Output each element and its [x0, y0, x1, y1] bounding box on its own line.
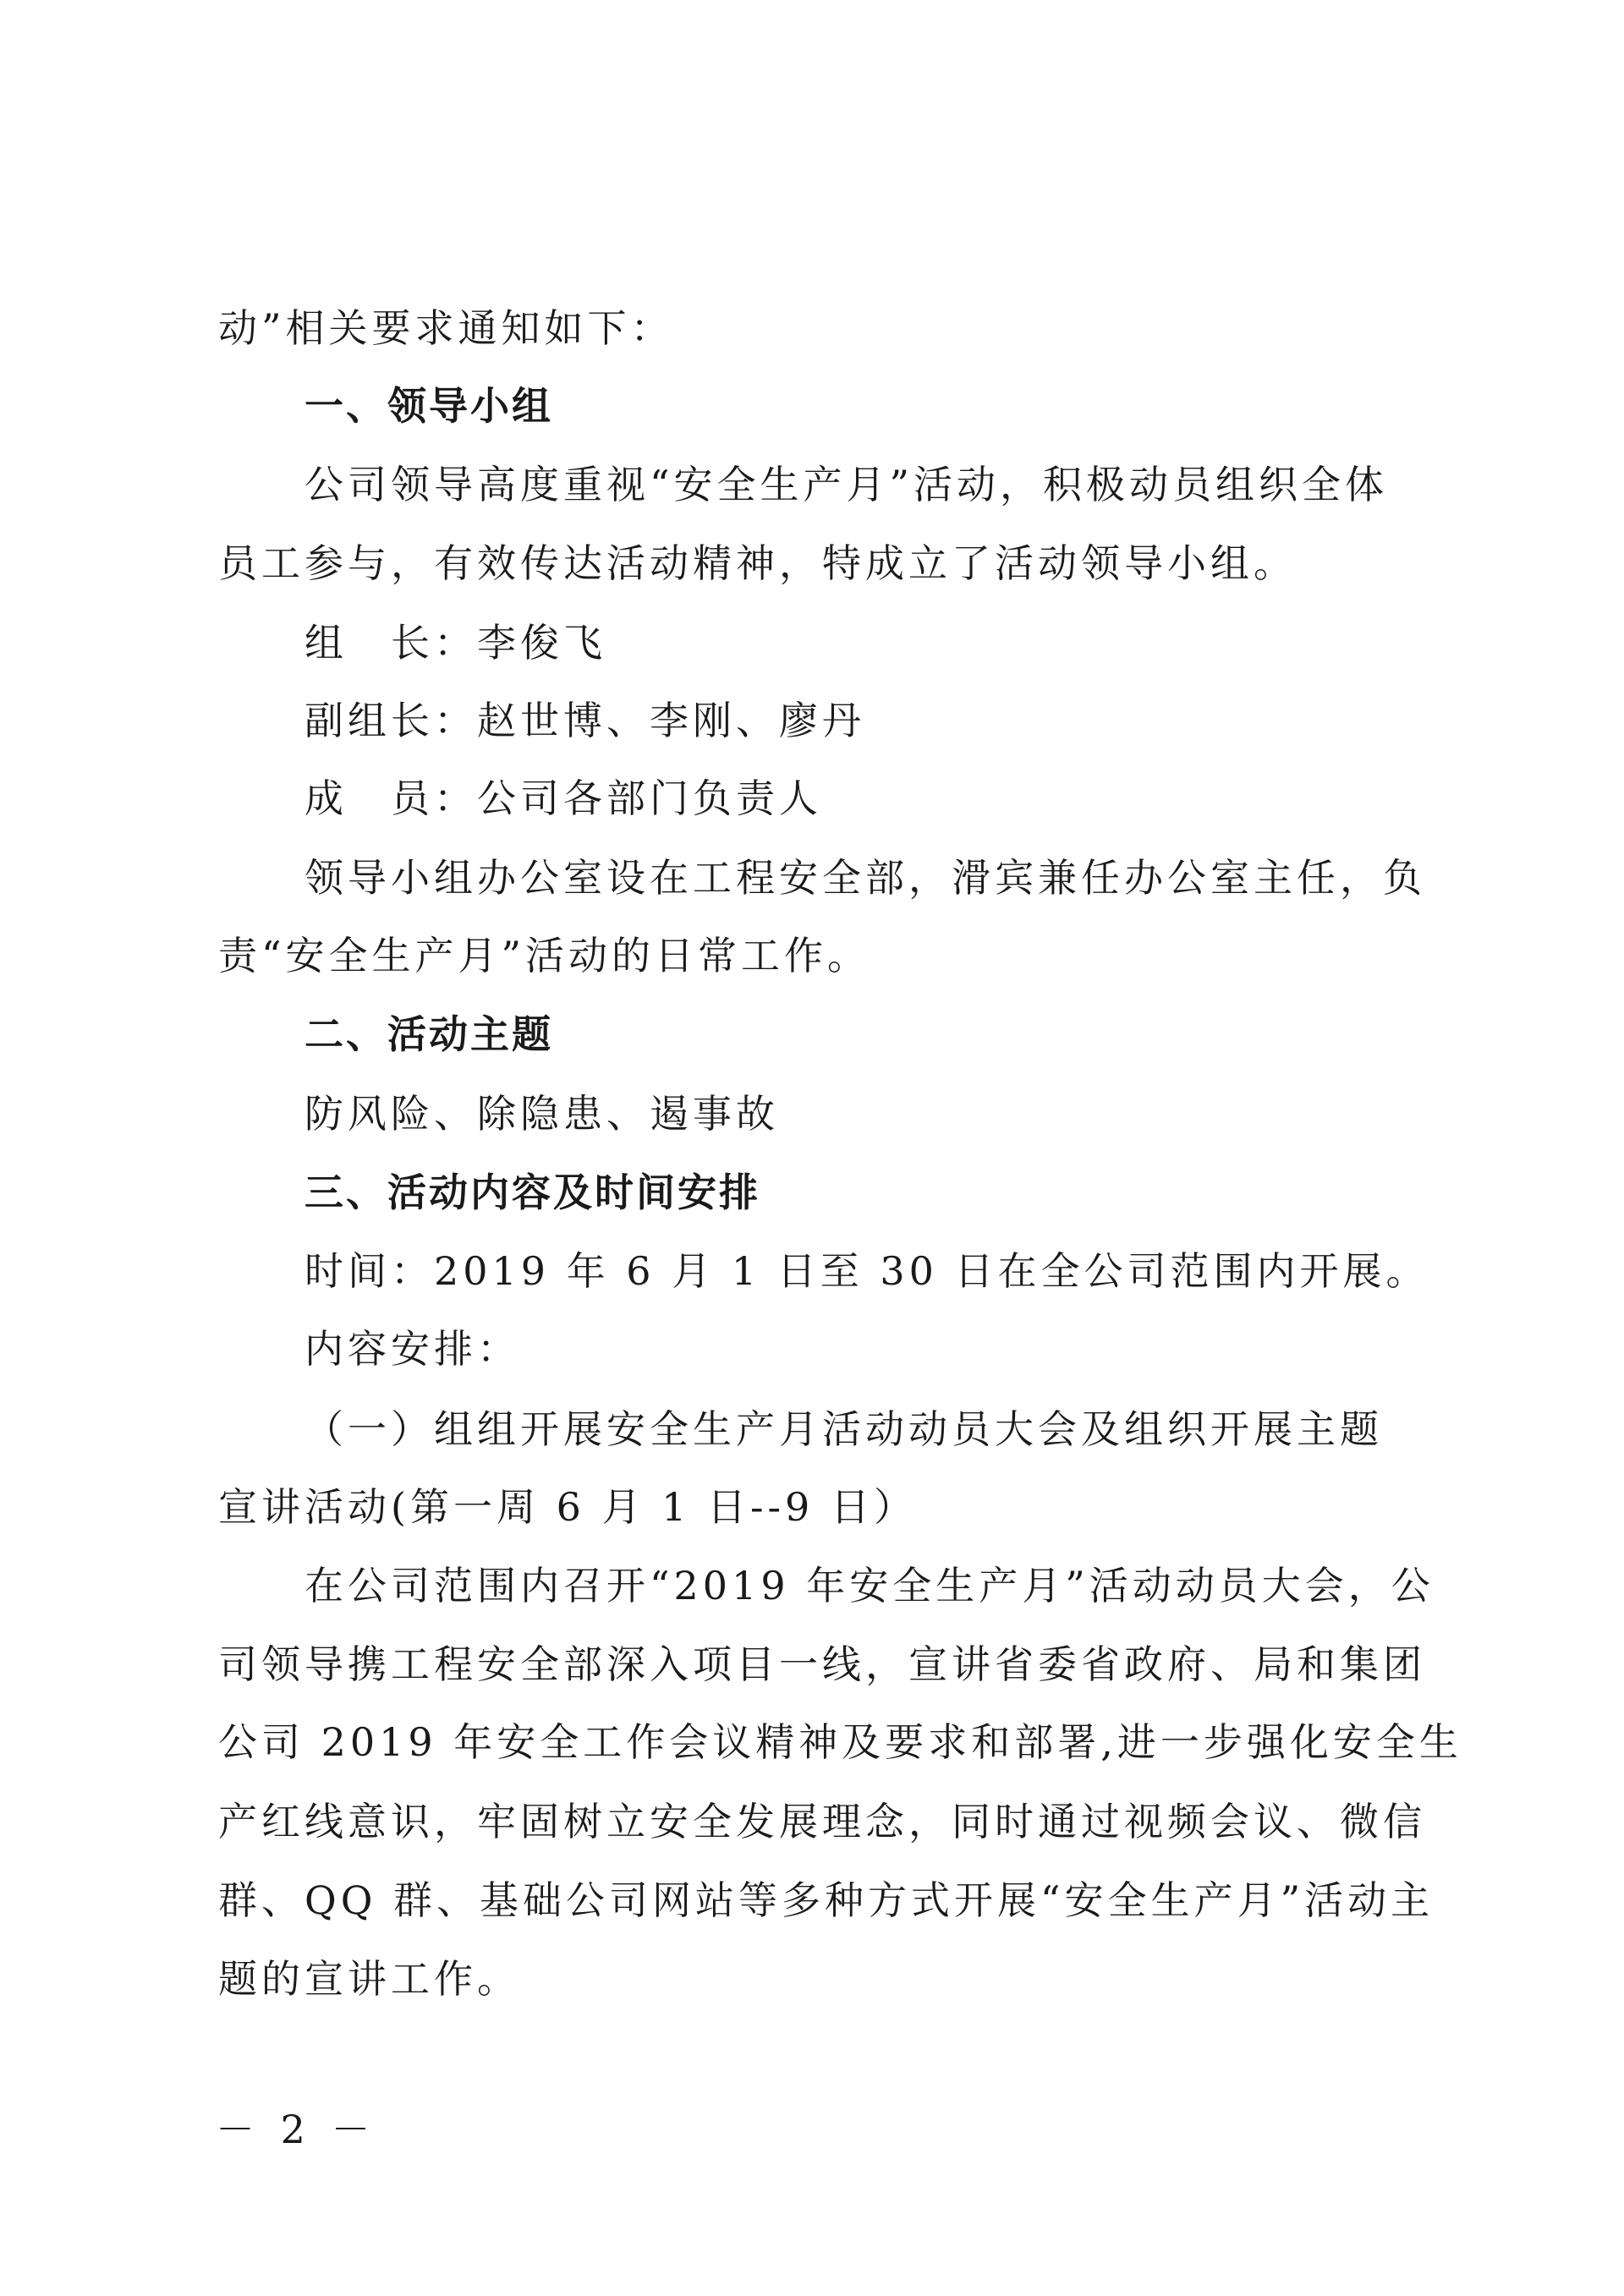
text-line: 领导小组办公室设在工程安全部，滑宾兼任办公室主任，负	[304, 855, 1426, 901]
text-line: 责“安全生产月”活动的日常工作。	[218, 933, 871, 978]
text-line: 在公司范围内召开“2019 年安全生产月”活动动员大会，公	[304, 1563, 1435, 1608]
text-line: 内容安排：	[304, 1326, 520, 1372]
text-line: 成 员：公司各部门负责人	[304, 775, 822, 821]
section-heading-content-schedule: 三、活动内容及时间安排	[304, 1170, 760, 1215]
text-line: 公司 2019 年安全工作会议精神及要求和部署,进一步强化安全生	[218, 1719, 1462, 1765]
text-line: 产红线意识，牢固树立安全发展理念，同时通过视频会议、微信	[218, 1799, 1426, 1844]
text-line: 司领导携工程安全部深入项目一线，宣讲省委省政府、局和集团	[218, 1641, 1426, 1687]
text-line: （一）组组开展安全生产月活动动员大会及组织开展主题	[304, 1406, 1383, 1452]
text-line: 时间：2019 年 6 月 1 日至 30 日在全公司范围内开展。	[304, 1248, 1429, 1294]
text-line: 防风险、除隐患、遏事故	[304, 1091, 779, 1137]
text-line: 副组长：赵世博、李刚、廖丹	[304, 698, 865, 743]
section-heading-activity-theme: 二、活动主题	[304, 1011, 553, 1057]
text-line: 公司领导高度重视“安全生产月”活动，积极动员组织全体	[304, 462, 1389, 507]
text-line: 组 长：李俊飞	[304, 620, 606, 666]
text-line: 宣讲活动(第一周 6 月 1 日--9 日）	[218, 1484, 917, 1530]
text-line: 题的宣讲工作。	[218, 1956, 520, 2002]
text-line: 员工参与，有效传达活动精神，特成立了活动领导小组。	[218, 540, 1297, 586]
text-line: 动”相关要求通知如下：	[218, 305, 674, 351]
text-line: 群、QQ 群、基础公司网站等多种方式开展“安全生产月”活动主	[218, 1877, 1435, 1923]
page-number: － 2 －	[216, 2107, 377, 2152]
section-heading-leadership-group: 一、领导小组	[304, 383, 553, 429]
